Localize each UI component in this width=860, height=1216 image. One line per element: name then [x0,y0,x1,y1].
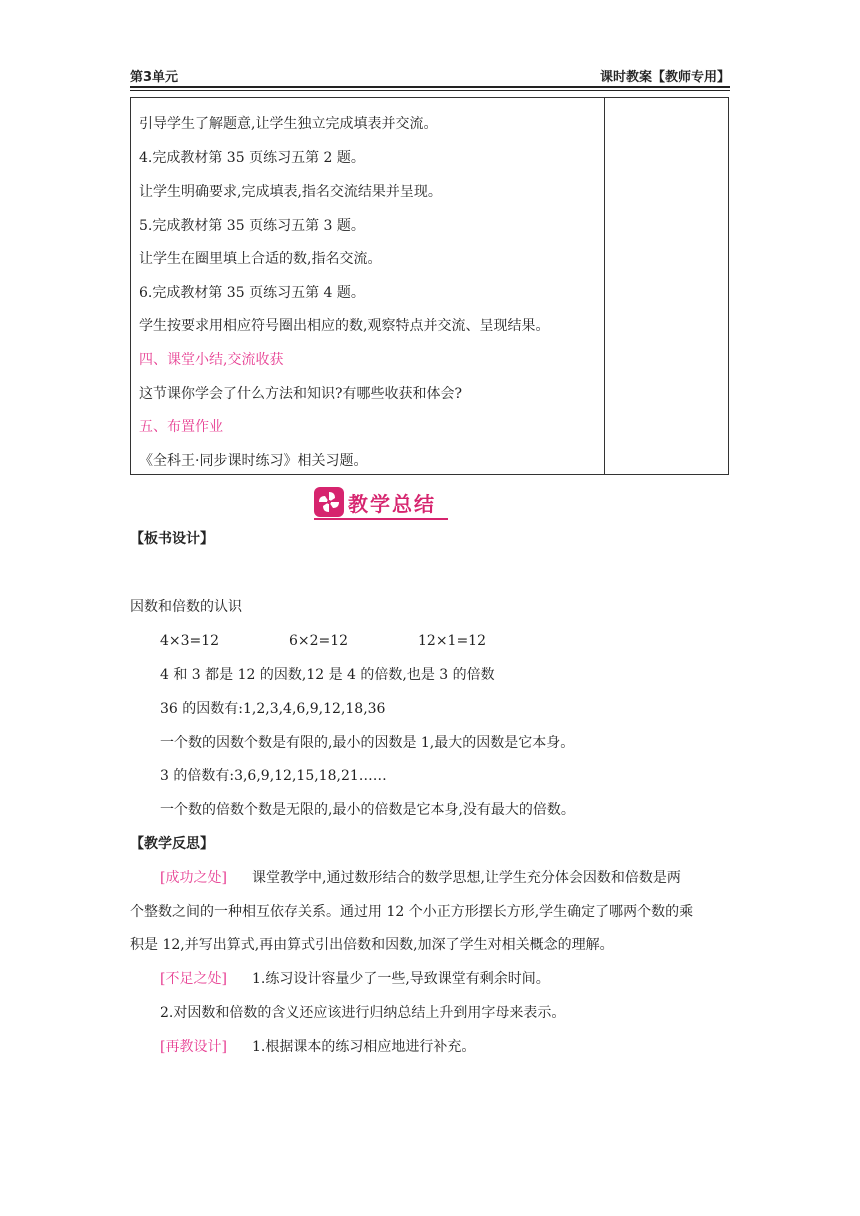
table-line: 5.完成教材第 35 页练习五第 3 题。 [139,218,365,234]
page-header [130,66,730,88]
board-line: 4 和 3 都是 12 的因数,12 是 4 的倍数,也是 3 的倍数 [160,667,495,683]
table-line: 让学生明确要求,完成填表,指名交流结果并呈现。 [139,184,442,200]
redesign-label: [再教设计] [160,1039,227,1055]
table-line: 引导学生了解题意,让学生独立完成填表并交流。 [139,116,438,132]
summary-underline [314,518,448,520]
header-rule-thin [130,90,730,91]
table-line: 这节课你学会了什么方法和知识?有哪些收获和体会? [139,386,463,402]
table-line: 让学生在圈里填上合适的数,指名交流。 [139,251,382,267]
table-line: 4.完成教材第 35 页练习五第 2 题。 [139,150,365,166]
table-line: 《全科王·同步课时练习》相关习题。 [139,453,368,469]
success-line: 课堂教学中,通过数形结合的数学思想,让学生充分体会因数和倍数是两 [252,870,681,886]
table-column-divider [604,98,605,474]
teaching-summary-banner [314,487,450,517]
equation: 6×2=12 [289,633,349,649]
board-topic: 因数和倍数的认识 [130,599,242,615]
shortcoming-line: 2.对因数和倍数的含义还应该进行归纳总结上升到用字母来表示。 [160,1005,566,1021]
section-heading-homework: 五、布置作业 [139,419,223,435]
success-label: [成功之处] [160,870,227,886]
pinwheel-logo-icon [314,487,344,517]
equation: 12×1=12 [418,633,486,649]
shortcoming-label: [不足之处] [160,971,227,987]
lesson-table [130,97,729,475]
table-line: 6.完成教材第 35 页练习五第 4 题。 [139,285,365,301]
board-line: 一个数的因数个数是有限的,最小的因数是 1,最大的因数是它本身。 [160,735,575,751]
success-line: 个整数之间的一种相互依存关系。通过用 12 个小正方形摆长方形,学生确定了哪两个数的乘 [130,904,694,920]
success-line: 积是 12,并写出算式,再由算式引出倍数和因数,加深了学生对相关概念的理解。 [130,937,614,953]
reflection-heading: 【教学反思】 [130,836,214,852]
shortcoming-line: 1.练习设计容量少了一些,导致课堂有剩余时间。 [252,971,550,987]
board-line: 36 的因数有:1,2,3,4,6,9,12,18,36 [160,701,386,717]
section-heading-summary: 四、课堂小结,交流收获 [139,352,284,368]
equation: 4×3=12 [160,633,220,649]
board-line: 3 的倍数有:3,6,9,12,15,18,21…… [160,768,387,784]
doc-type-label: 课时教案【教师专用】 [599,70,730,85]
header-rule [130,86,730,88]
board-line: 一个数的倍数个数是无限的,最小的倍数是它本身,没有最大的倍数。 [160,802,575,818]
summary-title: 教学总结 [348,492,436,516]
unit-label: 第3单元 [130,70,179,85]
table-line: 学生按要求用相应符号圈出相应的数,观察特点并交流、呈现结果。 [139,318,550,334]
redesign-line: 1.根据课本的练习相应地进行补充。 [252,1039,476,1055]
board-design-heading: 【板书设计】 [130,531,214,547]
